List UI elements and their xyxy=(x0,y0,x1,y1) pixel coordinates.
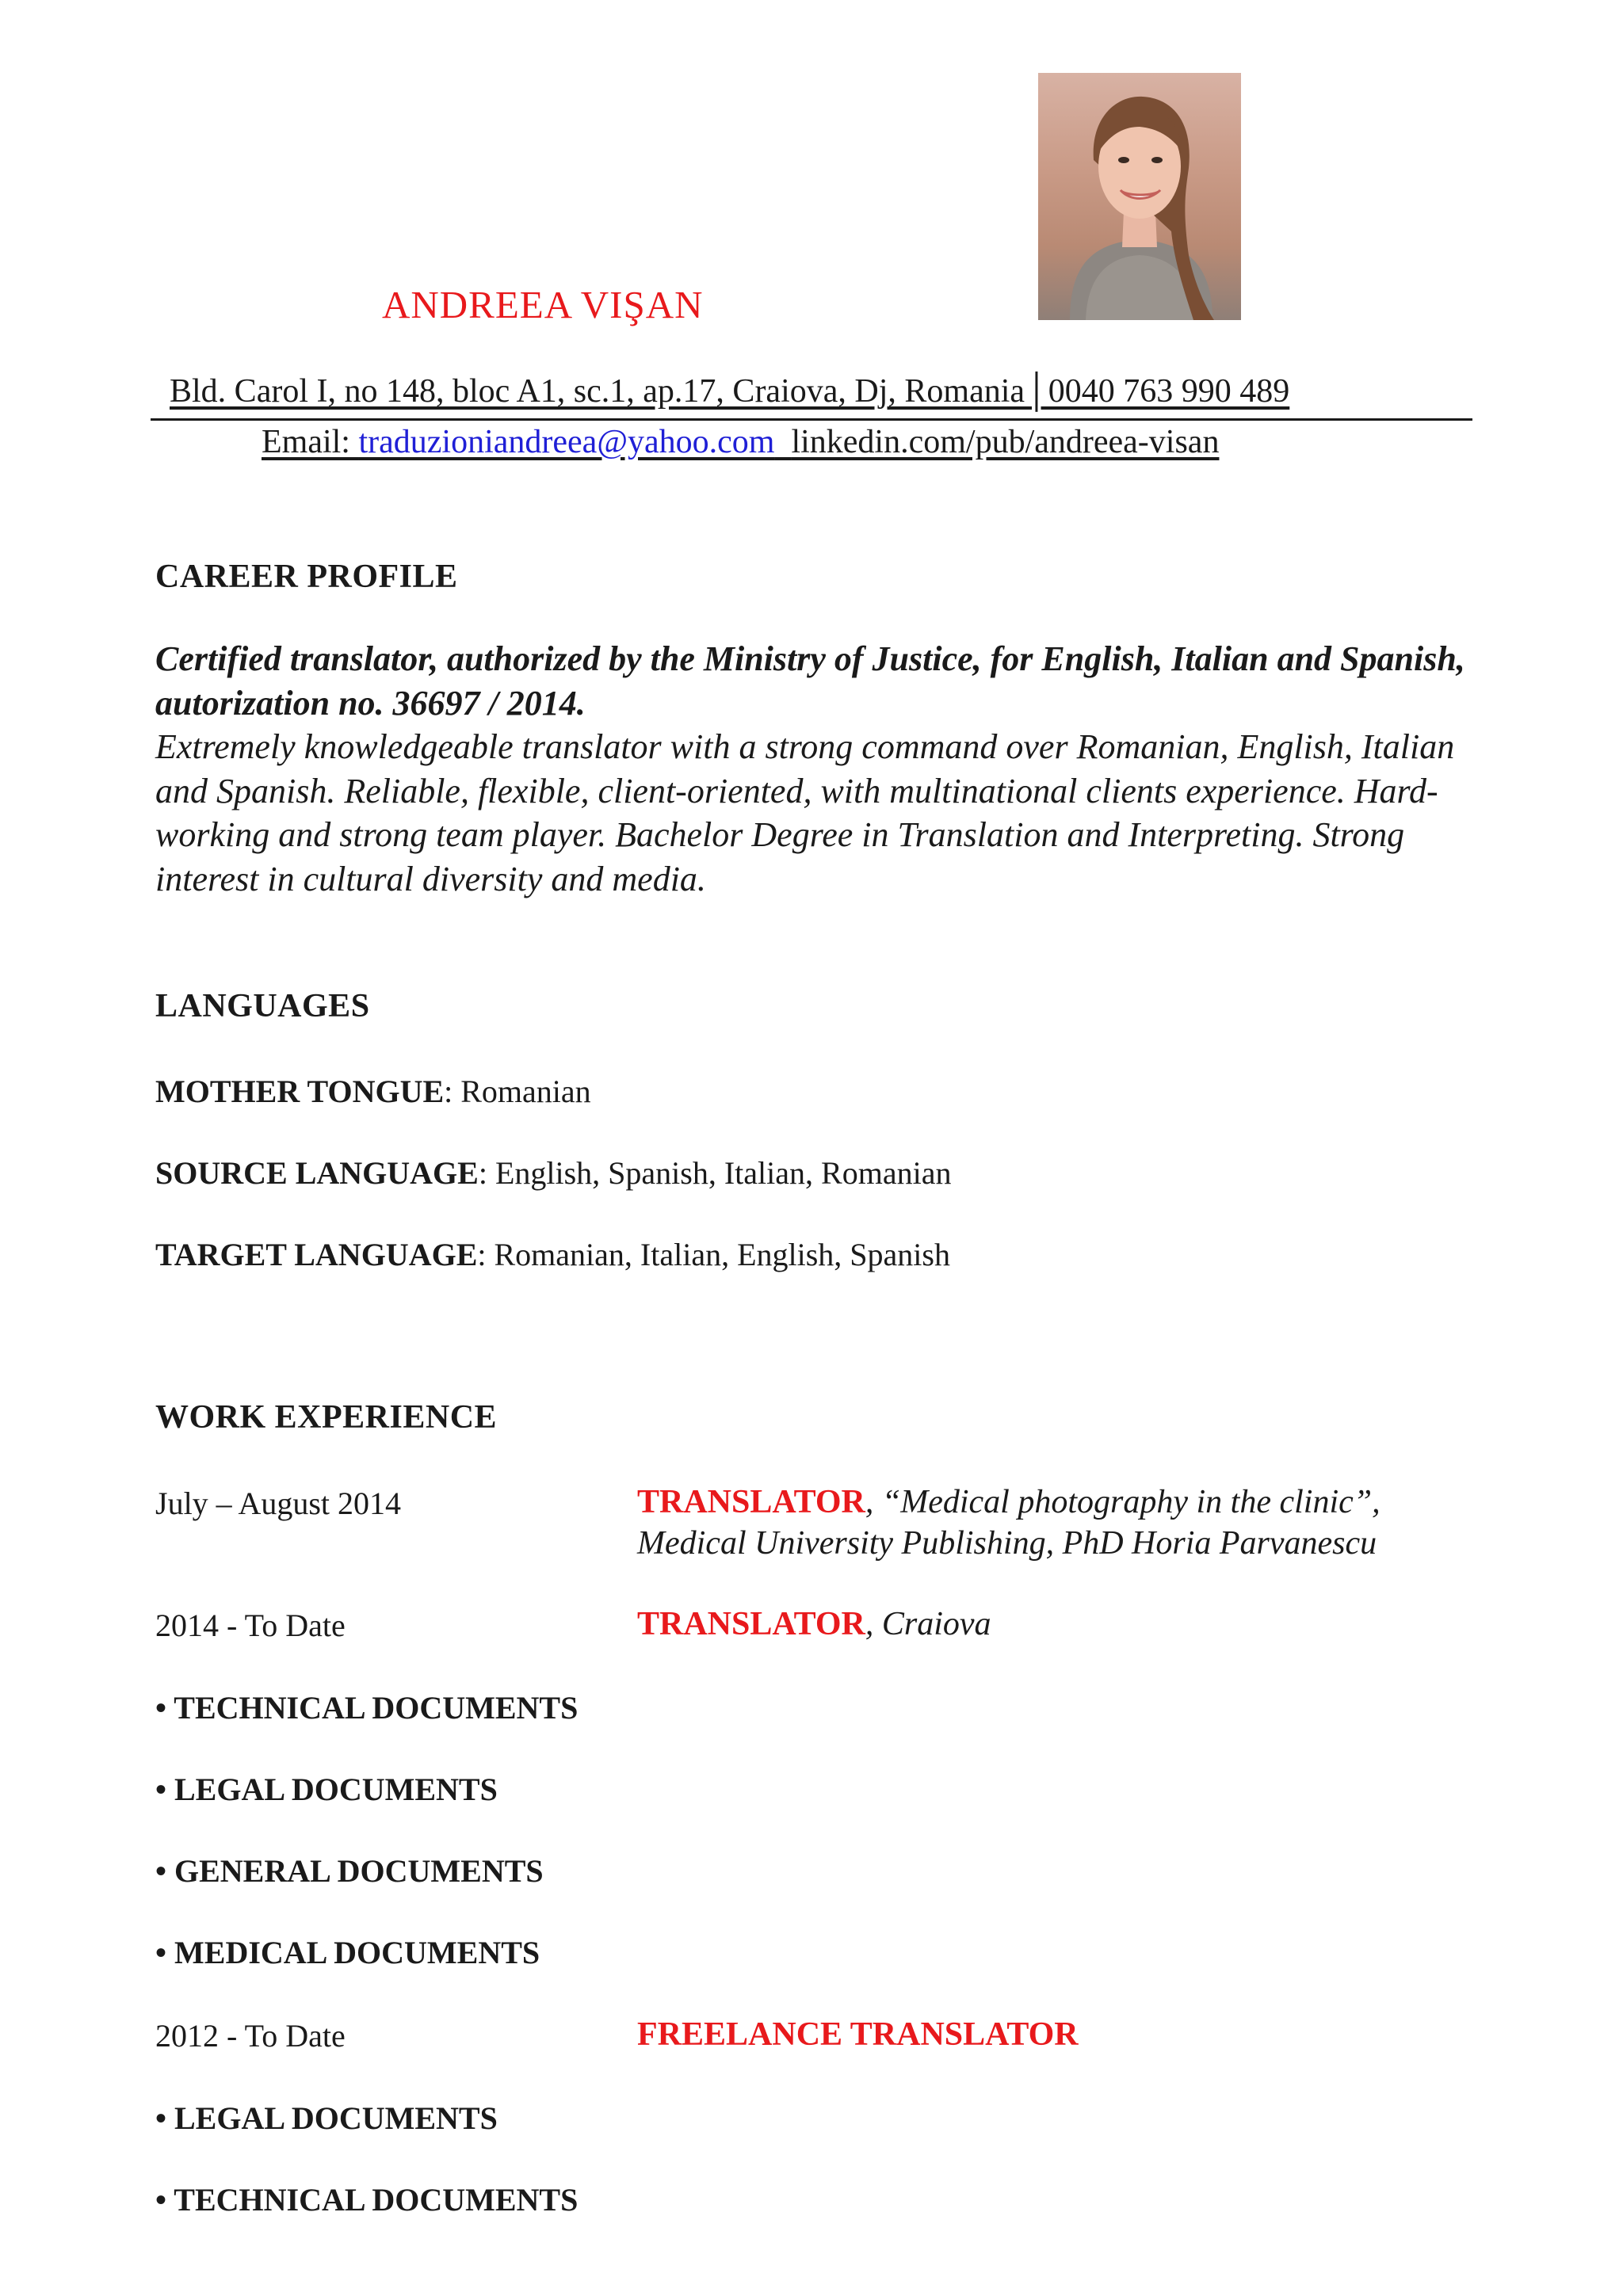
source-language-label: SOURCE LANGUAGE xyxy=(155,1155,479,1191)
bullet-item: • GENERAL DOCUMENTS xyxy=(155,1853,544,1889)
mother-tongue-label: MOTHER TONGUE xyxy=(155,1074,445,1109)
bullet-item: • MEDICAL DOCUMENTS xyxy=(155,1935,540,1970)
job-entry xyxy=(637,1482,1381,1564)
job-role: FREELANCE TRANSLATOR xyxy=(637,2016,1079,2053)
target-language-label: TARGET LANGUAGE xyxy=(155,1237,478,1272)
job-detail: , Craiova xyxy=(865,1606,991,1642)
job-date: 2012 - To Date xyxy=(155,2018,346,2054)
mother-tongue-value: : Romanian xyxy=(444,1074,591,1109)
languages-heading: LANGUAGES xyxy=(155,988,370,1024)
work-experience-heading: WORK EXPERIENCE xyxy=(155,1399,498,1436)
mother-tongue-line xyxy=(155,1073,591,1110)
email-link[interactable]: traduzioniandreea@yahoo.com xyxy=(358,424,775,460)
job-detail-line2: Medical University Publishing, PhD Horia Parvanescu xyxy=(637,1525,1377,1562)
career-summary: Extremely knowledgeable translator with a strong command over Romanian, English, Italian and Spanish. Reliable, flexible, client-oriented, with multinational clients experience. Hard-working and strong team player. Bachelor Degree in Translation and Interpreting. Strong interest in cultural diversity and media. xyxy=(155,727,1455,898)
career-profile-text xyxy=(155,637,1487,901)
job-entry xyxy=(637,1604,991,1645)
bullet-item: • LEGAL DOCUMENTS xyxy=(155,2100,498,2136)
career-lead: Certified translator, authorized by the Ministry of Justice, for English, Italian and Spanish, autorization no. 36697 / 2014. xyxy=(155,639,1465,723)
job-date: July – August 2014 xyxy=(155,1486,402,1521)
target-language-line xyxy=(155,1236,950,1273)
target-language-value: : Romanian, Italian, English, Spanish xyxy=(477,1237,950,1272)
candidate-name: ANDREEA VIŞAN xyxy=(382,283,704,326)
career-profile-heading: CAREER PROFILE xyxy=(155,559,458,595)
bullet-item: • TECHNICAL DOCUMENTS xyxy=(155,2182,579,2218)
linkedin-link[interactable]: linkedin.com/pub/andreea-visan xyxy=(791,424,1220,460)
source-language-value: : English, Spanish, Italian, Romanian xyxy=(478,1155,952,1191)
bullet-item: • TECHNICAL DOCUMENTS xyxy=(155,1690,579,1726)
profile-photo xyxy=(1038,73,1241,320)
address-phone-text: Bld. Carol I, no 148, bloc A1, sc.1, ap.17, Craiova, Dj, Romania│0040 763 990 489 xyxy=(170,373,1290,410)
link-gap xyxy=(774,424,791,460)
source-language-line xyxy=(155,1154,951,1192)
email-linkedin-row xyxy=(262,423,1219,461)
email-label: Email: xyxy=(262,424,359,460)
job-detail: , “Medical photography in the clinic”, xyxy=(865,1484,1381,1520)
bullet-item: • LEGAL DOCUMENTS xyxy=(155,1772,498,1807)
job-date: 2014 - To Date xyxy=(155,1608,346,1643)
address-phone-row xyxy=(151,368,1472,421)
job-role: TRANSLATOR xyxy=(637,1606,865,1642)
job-entry xyxy=(637,2014,1079,2055)
job-role: TRANSLATOR xyxy=(637,1484,865,1520)
